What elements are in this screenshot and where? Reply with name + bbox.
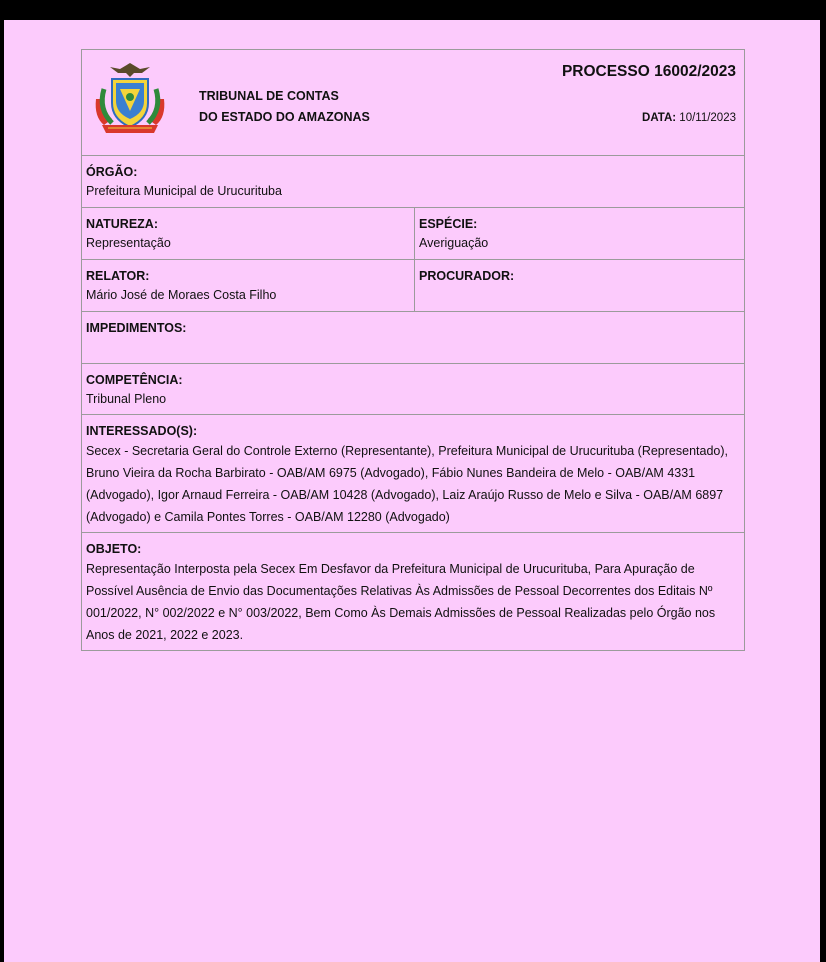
organization-name [199, 86, 370, 128]
natureza-section [82, 208, 415, 259]
impedimentos-section [82, 312, 744, 364]
competencia-section [82, 364, 744, 415]
orgao-section [82, 156, 744, 208]
relator-value: Mário José de Moraes Costa Filho [86, 288, 277, 302]
form-header [82, 50, 744, 156]
competencia-value: Tribunal Pleno [86, 392, 167, 406]
natureza-especie-row [82, 208, 744, 260]
process-date [642, 112, 736, 124]
org-line-1: TRIBUNAL DE CONTAS [199, 89, 339, 103]
process-number: PROCESSO 16002/2023 [561, 63, 736, 80]
natureza-label: NATUREZA: [86, 217, 158, 231]
document-page [4, 20, 820, 962]
date-value: 10/11/2023 [679, 112, 736, 124]
interessados-label: INTERESSADO(S): [86, 424, 198, 438]
objeto-section [82, 533, 744, 651]
interessados-section [82, 415, 744, 533]
procurador-section [415, 260, 744, 311]
objeto-value: Representação Interposta pela Secex Em Desfavor da Prefeitura Municipal de Urucurituba, Para Apuração de Possível Ausência de Envio das Documentações Relativas Às Admissões de Pessoal Decorrentes dos Editais Nº 001/2022, N° 002/2022 e N° 003/2022, Bem Como Às Demais Admissões de Pessoal Realizadas pelo Órgão nos Anos de 2021, 2022 e 2023. [86, 562, 716, 642]
especie-label: ESPÉCIE: [419, 217, 478, 231]
orgao-label: ÓRGÃO: [86, 165, 138, 179]
natureza-value: Representação [86, 236, 171, 250]
interessados-value: Secex - Secretaria Geral do Controle Externo (Representante), Prefeitura Municipal de Urucurituba (Representado), Bruno Vieira da Rocha Barbirato - OAB/AM 6975 (Advogado), Fábio Nunes Bandeira de Melo - OAB/AM 4331 (Advogado), Igor Arnaud Ferreira - OAB/AM 10428 (Advogado), Laiz Araújo Russo de Melo e Silva - OAB/AM 6897 (Advogado) e Camila Pontes Torres - OAB/AM 12280 (Advogado) [86, 444, 728, 524]
relator-procurador-row [82, 260, 744, 312]
relator-label: RELATOR: [86, 269, 150, 283]
process-form [81, 49, 745, 651]
procurador-label: PROCURADOR: [419, 269, 515, 283]
org-line-2: DO ESTADO DO AMAZONAS [199, 110, 370, 124]
especie-section [415, 208, 744, 259]
state-coat-of-arms-icon [90, 59, 170, 139]
orgao-value: Prefeitura Municipal de Urucurituba [86, 184, 282, 198]
competencia-label: COMPETÊNCIA: [86, 373, 183, 387]
especie-value: Averiguação [419, 236, 489, 250]
relator-section [82, 260, 415, 311]
impedimentos-label: IMPEDIMENTOS: [86, 321, 187, 335]
objeto-label: OBJETO: [86, 542, 142, 556]
date-label: DATA: [642, 112, 677, 124]
